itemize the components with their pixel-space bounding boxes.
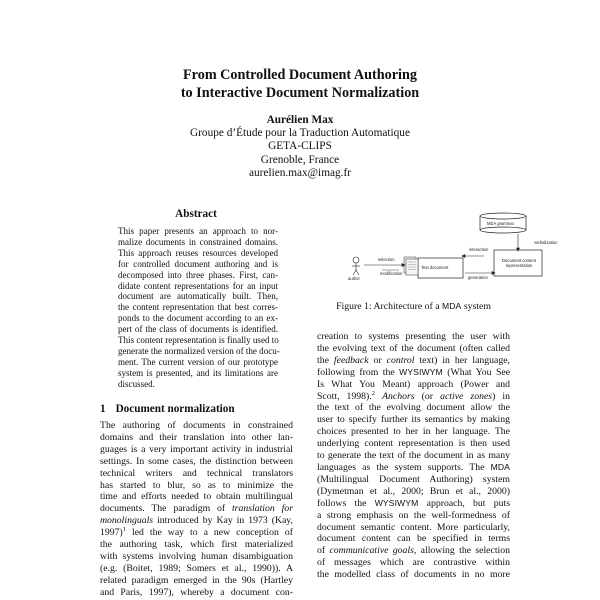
italic-term: control <box>386 354 415 366</box>
label-modification: modification <box>380 271 403 276</box>
abstract-body <box>118 226 278 390</box>
title-line-1: From Controlled Document Authoring <box>183 67 417 83</box>
body-line: domains and their translation into other lan- <box>100 431 293 443</box>
caption-text: Figure 1: Architecture of a <box>336 301 442 312</box>
body-line: the text of the evolving document allow the <box>317 402 510 414</box>
body-text: introduced by Kay in 1973 (Kay, <box>153 515 293 527</box>
body-line: the evolving text of the document (often called <box>317 342 510 354</box>
author-head <box>353 257 359 263</box>
abstract-line: decomposed into three phases. First, can- <box>118 269 278 280</box>
caption-system-name: MDA <box>441 301 462 311</box>
label-mda-grammar: MDA grammar <box>487 221 514 226</box>
grammar-cylinder-top <box>480 213 526 219</box>
author-block <box>0 114 600 180</box>
label-generation: generation <box>468 275 488 280</box>
body-text: 1997) <box>100 527 123 539</box>
body-line: and Paris, 1997), whereby a document con- <box>100 586 293 598</box>
abstract-line: This paper presents an approach to nor- <box>118 226 278 236</box>
body-line: Is What You Meant) approach (Power and <box>317 378 510 390</box>
section-heading <box>100 403 235 415</box>
system-name: WYSIWYM <box>374 497 419 508</box>
body-text: languages as the system supports. The <box>317 461 485 473</box>
author-email: aurelien.max@imag.fr <box>249 166 351 179</box>
body-line <box>100 503 293 515</box>
label-author: author <box>348 276 360 281</box>
body-text: documents. The paradigm of <box>100 503 232 515</box>
italic-term: feedback <box>333 354 369 366</box>
body-line: document semantic content. More particularly, <box>317 521 510 533</box>
body-line: time and efforts needed to obtain multilingual <box>100 491 293 503</box>
abstract-line: system is presented, and its limitations are <box>118 367 278 378</box>
body-text: or <box>368 354 387 366</box>
abstract-line: ment. The current version of our prototype <box>118 356 278 367</box>
author-lab: GETA-CLIPS <box>268 140 332 153</box>
body-text: (or <box>414 390 441 402</box>
label-interaction: interaction <box>469 247 489 252</box>
italic-term: active zones <box>440 390 493 402</box>
body-text: ) in <box>492 390 510 402</box>
body-line <box>317 367 510 379</box>
left-column-text <box>100 420 293 599</box>
abstract-line: document are automatically built. Then, <box>118 291 278 302</box>
body-line: technical writers and technical translators <box>100 467 293 479</box>
abstract-line: pert of the class of documents is identified. <box>118 324 278 335</box>
architecture-diagram <box>344 208 584 294</box>
body-text: Scott, 1998). <box>317 390 372 402</box>
body-line <box>317 391 510 403</box>
body-line: to generate the text of the document in as many <box>317 450 510 462</box>
body-line: underlying content representation is then used <box>317 438 510 450</box>
abstract-heading: Abstract <box>175 208 217 220</box>
system-name: MDA <box>490 461 510 472</box>
body-line <box>317 355 510 367</box>
abstract-line: the content representation that best corres- <box>118 302 278 313</box>
body-line: related paradigm emerged in the 90s (Hartley <box>100 574 293 586</box>
footnote-marker: 2 <box>371 389 375 397</box>
italic-term: monolinguals <box>100 515 154 527</box>
body-text: follows the <box>317 497 367 509</box>
body-text: the <box>317 354 334 366</box>
body-line: (e.g. (Boitet, 1989; Somers et al., 1990)). A <box>100 562 293 574</box>
italic-term: translation for <box>231 503 293 515</box>
italic-term: communicative goals <box>329 545 414 557</box>
abstract-line: didate content representations for an input <box>118 280 278 291</box>
label-doc-content: Document content representation <box>502 258 536 268</box>
body-text: following from the <box>317 366 395 378</box>
body-line: a strong emphasis on the well-formedness of <box>317 509 510 521</box>
abstract-line: generate the normalized version of the docu- <box>118 345 280 356</box>
abstract-line: discussed. <box>118 378 155 389</box>
body-line <box>317 545 510 557</box>
body-line <box>100 515 293 527</box>
label-selection: selection <box>378 257 395 262</box>
body-line: settings. In some cases, the distinction between <box>100 455 293 467</box>
body-text: led the way to a new conception of <box>126 527 293 539</box>
body-line: (Dymetman et al., 2000; Brun et al., 2000) <box>317 485 510 497</box>
body-line: guages is a very important activity in industrial <box>100 443 293 455</box>
author-city: Grenoble, France <box>260 153 340 166</box>
italic-term: Anchors <box>382 390 415 402</box>
body-line <box>317 462 510 474</box>
abstract-line: malize documents in constrained domains. <box>118 236 278 247</box>
figure-caption <box>317 301 510 312</box>
body-line: The authoring of documents in constrained <box>100 420 293 431</box>
label-text-document: Text document <box>421 265 449 270</box>
body-line: (Multilingual Document Authoring) system <box>317 473 510 485</box>
body-line: of messages which are contrastive within <box>317 557 510 569</box>
body-line: choices presented to her in her language. The <box>317 426 510 438</box>
author-affiliation: Groupe d’Étude pour la Traduction Automatique <box>190 127 410 140</box>
body-text: , allowing the selection <box>413 545 511 557</box>
abstract-line: This content representation is finally used to <box>118 335 279 346</box>
abstract-line: ponds to the document according to an ex- <box>118 313 278 324</box>
body-line: with systems involving human disambiguation <box>100 550 293 562</box>
caption-text: system <box>461 301 491 312</box>
body-line: document content can be specified in terms <box>317 533 510 545</box>
body-text: approach, but puts <box>426 497 511 509</box>
section-number: 1 <box>100 403 106 415</box>
section-title: Document normalization <box>115 403 235 415</box>
grammar-cylinder-bottom <box>480 227 526 233</box>
body-text: of <box>317 545 330 557</box>
footnote-marker: 1 <box>122 525 126 533</box>
body-text: (What You See <box>447 366 511 378</box>
title-line-2: to Interactive Document Normalization <box>180 85 420 101</box>
right-column-text <box>317 331 510 581</box>
author-name: Aurélien Max <box>266 114 334 126</box>
body-text: text) in her language, <box>414 354 510 366</box>
body-line: user to specify further its semantics by making <box>317 414 510 426</box>
system-name: WYSIWYM <box>399 366 443 377</box>
architecture-figure <box>344 208 584 294</box>
body-line: creation to systems presenting the user with <box>317 331 510 342</box>
body-line: the modelled class of documents in no more <box>317 569 510 581</box>
abstract-line: for controlled document authoring and is <box>118 258 278 269</box>
body-line <box>100 527 293 539</box>
paper-title <box>0 66 600 102</box>
body-line <box>317 498 510 510</box>
body-line: has started to blur, so as to minimize the <box>100 479 293 491</box>
abstract-line: This approach reuses resources developed <box>118 247 278 258</box>
label-verbalization: verbalization <box>534 240 558 245</box>
body-line: the authoring task, which first materialized <box>100 539 293 551</box>
